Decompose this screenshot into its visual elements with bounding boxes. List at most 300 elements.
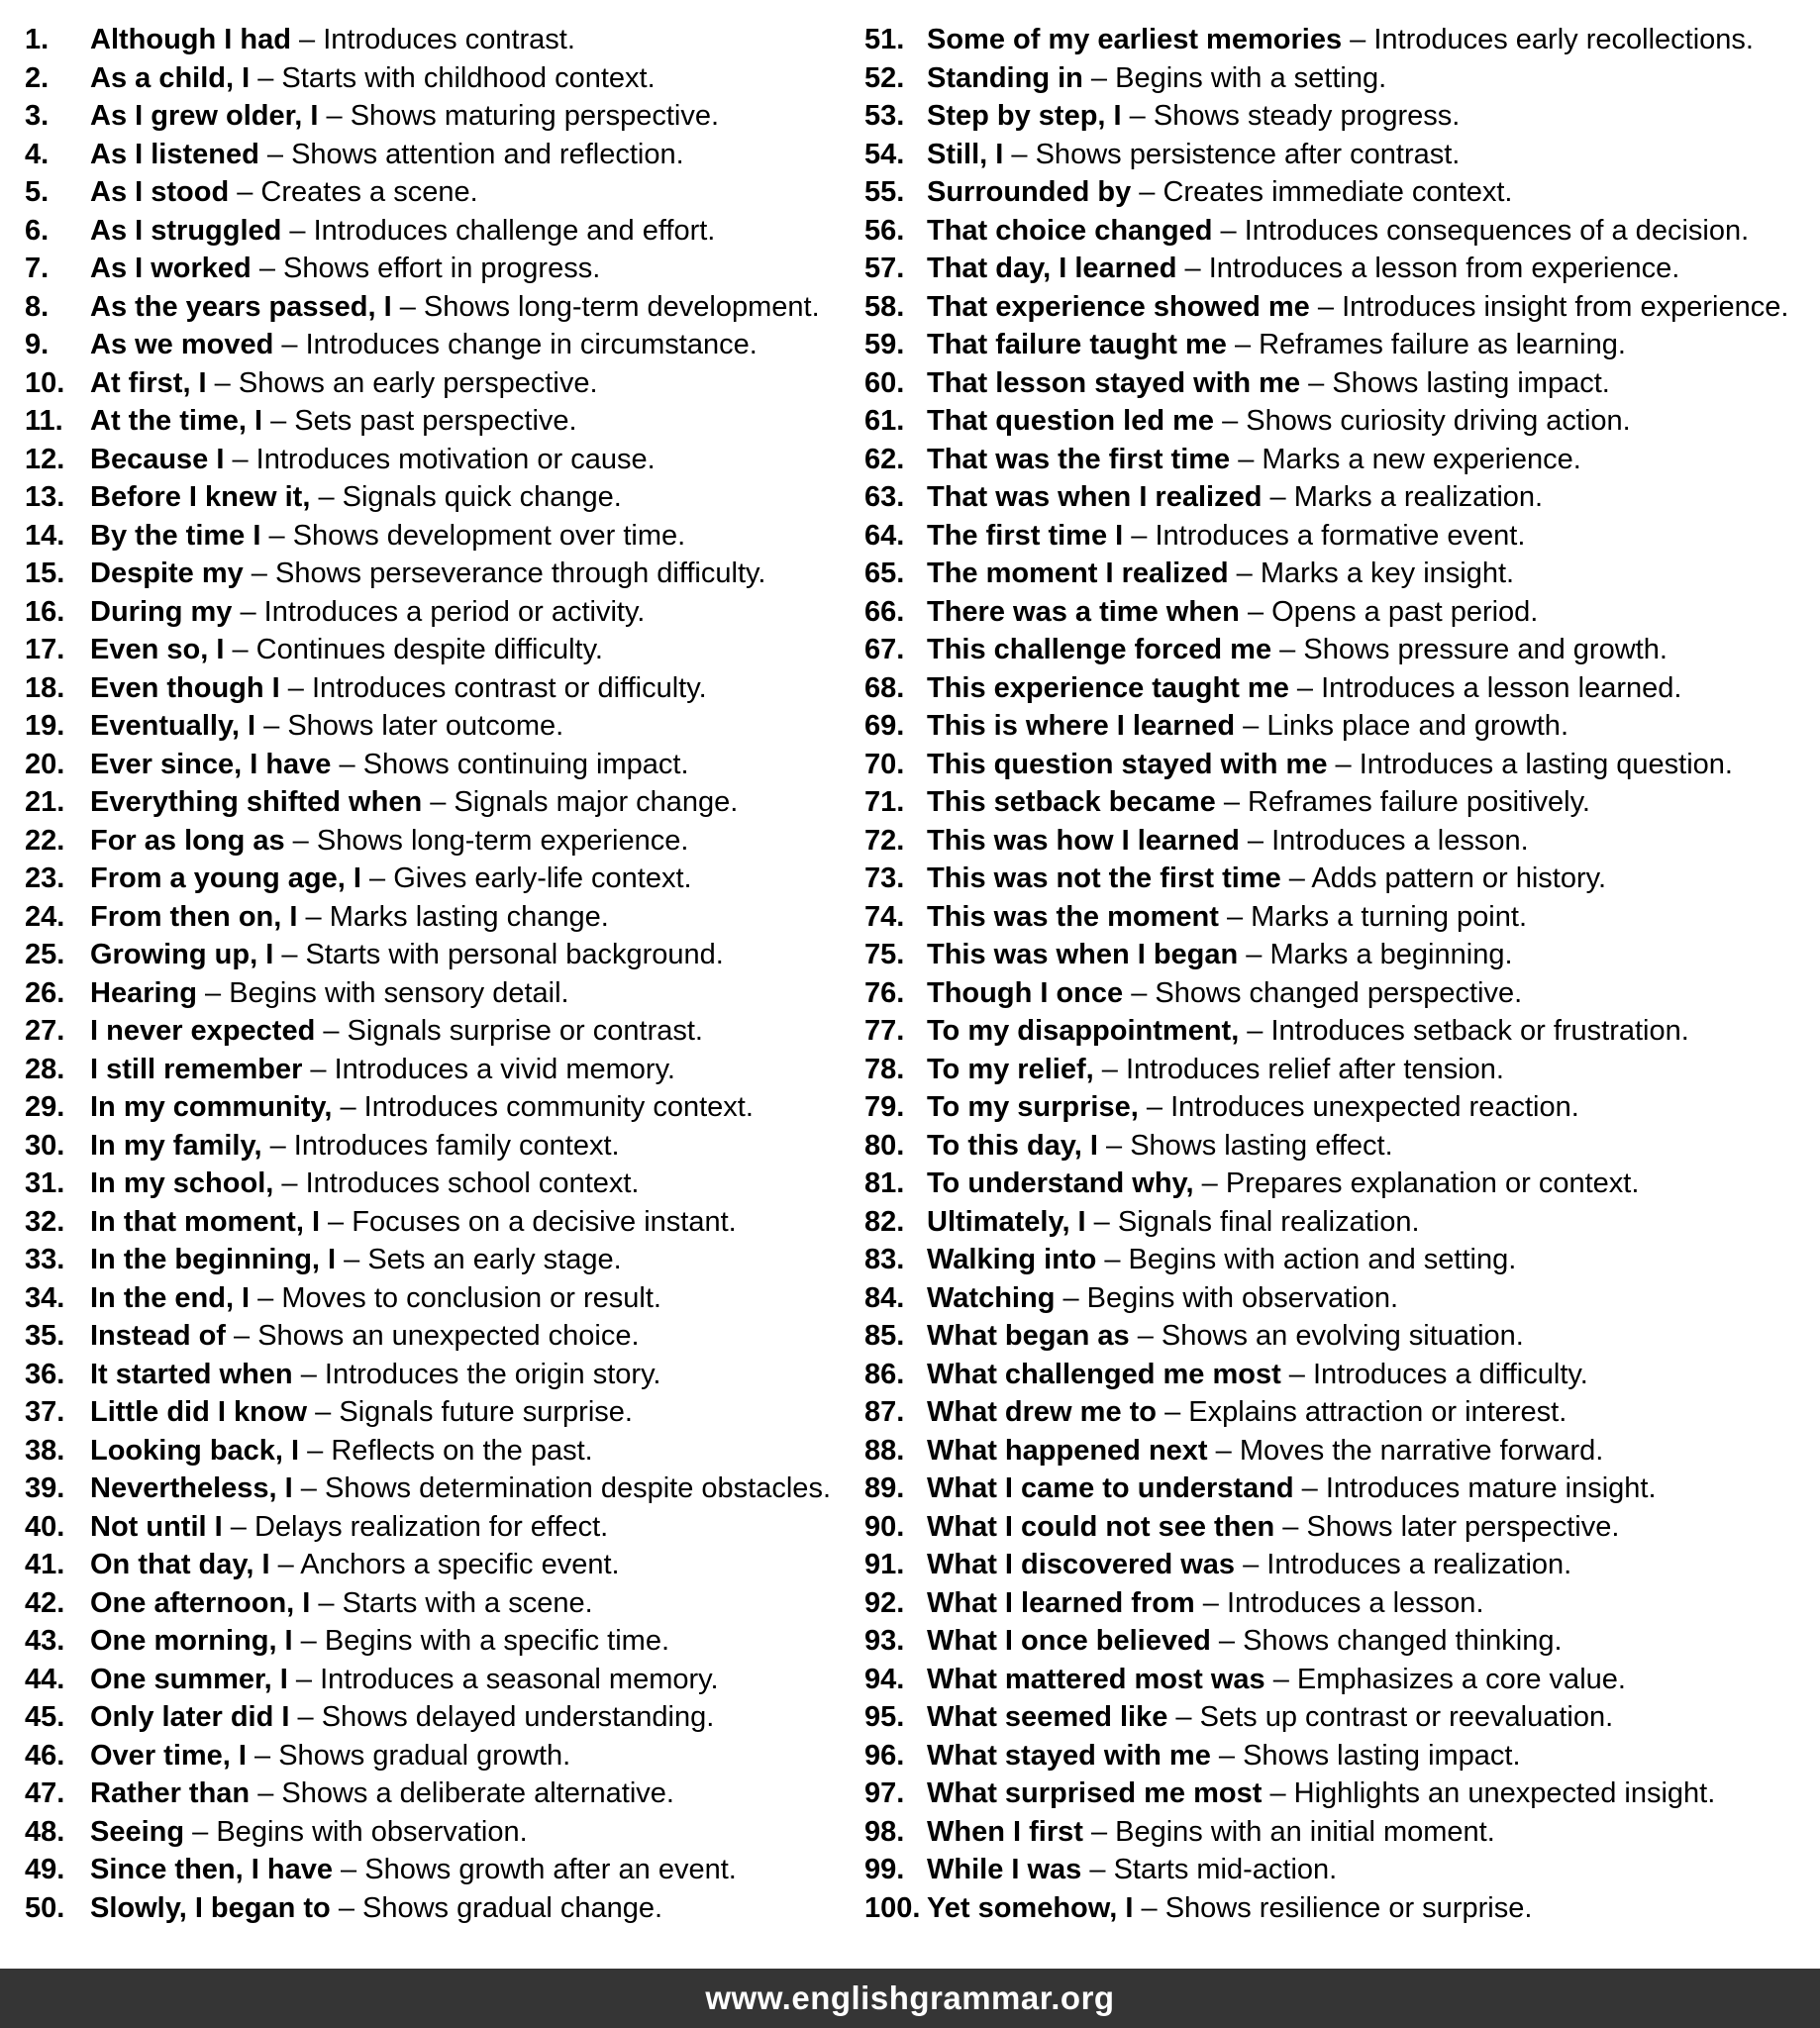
item-phrase: One afternoon, I xyxy=(90,1586,311,1619)
item-number: 32. xyxy=(25,1205,65,1238)
item-dash-separator: – xyxy=(250,1777,282,1809)
item-description: Marks a new experience. xyxy=(1262,443,1581,475)
item-phrase: This experience taught me xyxy=(927,671,1289,704)
list-item xyxy=(25,1279,864,1318)
item-description: Shows an unexpected choice. xyxy=(257,1320,640,1352)
item-phrase: Ever since, I have xyxy=(90,748,332,780)
item-number: 47. xyxy=(25,1777,65,1809)
item-text xyxy=(90,1088,754,1127)
list-item xyxy=(25,1508,864,1547)
item-description: Marks a turning point. xyxy=(1251,900,1527,933)
list-item xyxy=(864,212,1814,251)
item-text xyxy=(927,707,1568,746)
item-number: 9. xyxy=(25,329,50,360)
item-number: 37. xyxy=(25,1396,65,1428)
item-phrase: As I struggled xyxy=(90,214,282,247)
item-text xyxy=(927,1393,1567,1432)
item-description: Introduces change in circumstance. xyxy=(305,329,758,360)
item-phrase: Although I had xyxy=(90,24,291,55)
item-text xyxy=(90,974,569,1013)
list-item xyxy=(864,631,1814,669)
item-dash-separator: – xyxy=(332,1854,365,1885)
item-dash-separator: – xyxy=(1228,558,1261,589)
item-description: Shows development over time. xyxy=(292,519,686,552)
item-description: Moves to conclusion or result. xyxy=(281,1281,661,1314)
footer-url: www.englishgrammar.org xyxy=(705,1979,1115,2016)
item-description: Introduces a period or activity. xyxy=(263,595,646,628)
list-item xyxy=(25,1470,864,1508)
item-text xyxy=(927,669,1681,708)
item-number: 81. xyxy=(864,1167,905,1199)
item-phrase: One morning, I xyxy=(90,1625,293,1657)
item-description: Shows an evolving situation. xyxy=(1161,1320,1524,1352)
item-text xyxy=(927,402,1631,441)
item-text xyxy=(90,59,656,98)
item-number: 95. xyxy=(864,1701,905,1733)
item-number: 59. xyxy=(864,329,905,360)
item-description: Shows gradual growth. xyxy=(278,1739,571,1772)
list-item xyxy=(25,1203,864,1242)
item-dash-separator: – xyxy=(1129,1320,1162,1352)
item-dash-separator: – xyxy=(1123,519,1156,552)
item-text xyxy=(90,212,715,251)
item-description: Shows changed perspective. xyxy=(1155,976,1523,1009)
list-item xyxy=(864,136,1814,174)
item-phrase: To my surprise, xyxy=(927,1091,1139,1123)
item-dash-separator: – xyxy=(1300,366,1333,399)
item-text xyxy=(927,631,1668,669)
item-phrase: Growing up, I xyxy=(90,939,274,970)
item-number: 53. xyxy=(864,100,905,132)
item-number: 69. xyxy=(864,710,905,742)
item-description: Introduces insight from experience. xyxy=(1342,290,1789,323)
item-phrase: As a child, I xyxy=(90,61,251,94)
list-item xyxy=(25,250,864,288)
item-description: Marks lasting change. xyxy=(329,900,609,933)
item-description: Sets an early stage. xyxy=(367,1244,622,1275)
item-phrase: In my school, xyxy=(90,1167,274,1199)
list-item xyxy=(25,1813,864,1852)
item-description: Explains attraction or interest. xyxy=(1188,1396,1567,1428)
item-number: 3. xyxy=(25,100,50,132)
item-number: 46. xyxy=(25,1739,65,1772)
list-item xyxy=(864,1012,1814,1051)
item-phrase: Everything shifted when xyxy=(90,786,423,818)
item-text xyxy=(927,1813,1495,1852)
item-phrase: To understand why, xyxy=(927,1167,1194,1199)
item-description: Sets up contrast or reevaluation. xyxy=(1199,1701,1614,1733)
item-phrase: While I was xyxy=(927,1854,1082,1885)
list-item xyxy=(864,1241,1814,1279)
item-dash-separator: – xyxy=(422,786,455,818)
item-text xyxy=(927,1317,1524,1356)
item-dash-separator: – xyxy=(1271,634,1304,665)
item-dash-separator: – xyxy=(279,671,312,704)
item-description: Introduces mature insight. xyxy=(1325,1472,1657,1504)
footer-bar xyxy=(0,1969,1820,2028)
item-description: Introduces family context. xyxy=(293,1129,620,1162)
item-number: 65. xyxy=(864,558,905,589)
item-dash-separator: – xyxy=(1096,1244,1129,1275)
item-description: Shows lasting impact. xyxy=(1243,1739,1521,1772)
item-description: Introduces a seasonal memory. xyxy=(320,1663,719,1695)
item-number: 54. xyxy=(864,138,905,170)
item-text xyxy=(90,1241,622,1279)
item-phrase: One summer, I xyxy=(90,1663,288,1695)
item-description: Introduces a lesson from experience. xyxy=(1208,253,1680,284)
item-phrase: Yet somehow, I xyxy=(927,1891,1134,1924)
item-description: Shows long-term development. xyxy=(423,290,820,323)
item-dash-separator: – xyxy=(1138,1091,1171,1123)
item-text xyxy=(927,1051,1504,1089)
item-description: Marks a key insight. xyxy=(1260,558,1515,589)
item-number: 16. xyxy=(25,595,65,628)
list-item xyxy=(25,402,864,441)
item-number: 8. xyxy=(25,290,50,323)
item-text xyxy=(90,669,707,708)
list-item xyxy=(864,1393,1814,1432)
list-item xyxy=(25,364,864,403)
list-item xyxy=(25,746,864,784)
list-item xyxy=(864,822,1814,861)
item-description: Shows perseverance through difficulty. xyxy=(274,558,766,589)
item-dash-separator: – xyxy=(307,1396,340,1428)
item-dash-separator: – xyxy=(1055,1281,1087,1314)
item-phrase: Surrounded by xyxy=(927,176,1132,208)
item-number: 5. xyxy=(25,176,50,208)
item-number: 99. xyxy=(864,1854,905,1885)
item-text xyxy=(927,1622,1563,1661)
list-column-left xyxy=(25,21,864,1927)
item-phrase: What challenged me most xyxy=(927,1358,1281,1390)
item-description: Begins with a specific time. xyxy=(324,1625,670,1657)
item-text xyxy=(90,1279,661,1318)
item-description: Introduces motivation or cause. xyxy=(255,443,656,475)
item-phrase: What drew me to xyxy=(927,1396,1158,1428)
item-number: 97. xyxy=(864,1777,905,1809)
item-number: 82. xyxy=(864,1205,905,1238)
item-text xyxy=(90,326,758,364)
item-text xyxy=(90,97,719,136)
item-dash-separator: – xyxy=(310,1586,343,1619)
item-dash-separator: – xyxy=(302,1053,335,1085)
item-description: Introduces relief after tension. xyxy=(1125,1053,1504,1085)
item-dash-separator: – xyxy=(273,329,306,360)
item-phrase: As I stood xyxy=(90,176,230,208)
item-number: 4. xyxy=(25,138,50,170)
item-description: Signals quick change. xyxy=(342,481,622,513)
list-item xyxy=(864,974,1814,1013)
item-number: 56. xyxy=(864,214,905,247)
item-description: Begins with sensory detail. xyxy=(229,976,569,1009)
list-item xyxy=(25,1661,864,1699)
item-dash-separator: – xyxy=(261,1129,294,1162)
item-text xyxy=(90,21,575,59)
item-phrase: The moment I realized xyxy=(927,558,1229,589)
item-dash-separator: – xyxy=(284,824,317,857)
item-number: 67. xyxy=(864,634,905,665)
item-phrase: Slowly, I began to xyxy=(90,1891,331,1924)
item-dash-separator: – xyxy=(246,1739,279,1772)
list-item xyxy=(864,1088,1814,1127)
item-dash-separator: – xyxy=(262,405,295,437)
item-number: 74. xyxy=(864,900,905,933)
item-dash-separator: – xyxy=(184,1815,217,1848)
list-item xyxy=(25,1393,864,1432)
list-item xyxy=(25,1851,864,1889)
item-dash-separator: – xyxy=(243,558,275,589)
list-item xyxy=(25,1012,864,1051)
item-description: Signals future surprise. xyxy=(339,1396,633,1428)
item-phrase: To this day, I xyxy=(927,1129,1098,1162)
item-number: 51. xyxy=(864,24,905,55)
list-item xyxy=(864,555,1814,593)
item-description: Sets past perspective. xyxy=(294,405,577,437)
list-item xyxy=(25,1127,864,1166)
item-description: Shows an early perspective. xyxy=(238,366,598,399)
item-dash-separator: – xyxy=(1212,214,1245,247)
item-phrase: It started when xyxy=(90,1358,293,1390)
item-phrase: As I grew older, I xyxy=(90,100,319,132)
item-text xyxy=(927,822,1529,861)
item-phrase: What happened next xyxy=(927,1434,1208,1467)
list-item xyxy=(864,173,1814,212)
item-phrase: Even though I xyxy=(90,671,280,704)
item-dash-separator: – xyxy=(1293,1472,1326,1504)
list-item xyxy=(864,1737,1814,1775)
item-dash-separator: – xyxy=(1239,595,1272,628)
item-phrase: In my family, xyxy=(90,1129,262,1162)
item-phrase: What seemed like xyxy=(927,1701,1168,1733)
list-item xyxy=(25,860,864,898)
item-description: Prepares explanation or context. xyxy=(1225,1167,1640,1199)
item-text xyxy=(927,593,1538,632)
item-phrase: Because I xyxy=(90,443,225,475)
item-phrase: Standing in xyxy=(927,61,1083,94)
item-number: 38. xyxy=(25,1434,65,1467)
item-description: Introduces setback or frustration. xyxy=(1270,1015,1689,1047)
item-description: Introduces a realization. xyxy=(1266,1549,1572,1580)
item-dash-separator: – xyxy=(1264,1663,1297,1695)
item-phrase: That experience showed me xyxy=(927,290,1310,323)
list-item xyxy=(864,1279,1814,1318)
item-text xyxy=(90,441,656,479)
item-phrase: To my relief, xyxy=(927,1053,1094,1085)
list-item xyxy=(864,1127,1814,1166)
list-item xyxy=(864,21,1814,59)
list-item xyxy=(864,1165,1814,1203)
item-description: Links place and growth. xyxy=(1266,710,1568,742)
item-description: Shows delayed understanding. xyxy=(321,1701,715,1733)
item-phrase: What surprised me most xyxy=(927,1777,1263,1809)
item-description: Creates a scene. xyxy=(260,176,478,208)
item-phrase: That was the first time xyxy=(927,443,1231,475)
item-text xyxy=(927,898,1527,937)
item-description: Highlights an unexpected insight. xyxy=(1293,1777,1716,1809)
item-text xyxy=(90,1889,662,1928)
item-description: Introduces a lesson learned. xyxy=(1321,671,1682,704)
list-item xyxy=(864,1508,1814,1547)
item-dash-separator: – xyxy=(273,939,306,970)
item-number: 19. xyxy=(25,710,65,742)
item-text xyxy=(90,517,685,556)
list-item xyxy=(25,517,864,556)
item-dash-separator: – xyxy=(1176,253,1209,284)
item-dash-separator: – xyxy=(224,443,256,475)
list-item xyxy=(864,936,1814,974)
item-text xyxy=(927,783,1590,822)
list-item xyxy=(864,707,1814,746)
item-phrase: This challenge forced me xyxy=(927,634,1272,665)
item-phrase: Looking back, I xyxy=(90,1434,300,1467)
item-number: 52. xyxy=(864,61,905,94)
item-description: Shows continuing impact. xyxy=(362,748,689,780)
item-number: 60. xyxy=(864,366,905,399)
item-dash-separator: – xyxy=(292,1358,325,1390)
item-dash-separator: – xyxy=(251,253,284,284)
item-number: 79. xyxy=(864,1091,905,1123)
item-text xyxy=(90,1165,640,1203)
item-description: Shows gradual change. xyxy=(362,1891,663,1924)
item-description: Begins with a setting. xyxy=(1115,61,1387,94)
item-description: Moves the narrative forward. xyxy=(1239,1434,1604,1467)
item-number: 15. xyxy=(25,558,65,589)
item-text xyxy=(90,1508,608,1547)
item-number: 63. xyxy=(864,481,905,513)
item-dash-separator: – xyxy=(336,1244,368,1275)
list-item xyxy=(25,173,864,212)
list-item xyxy=(864,402,1814,441)
item-text xyxy=(90,1546,620,1584)
item-text xyxy=(90,478,622,517)
item-number: 86. xyxy=(864,1358,905,1390)
list-item xyxy=(864,59,1814,98)
item-phrase: What stayed with me xyxy=(927,1739,1211,1772)
item-description: Shows lasting impact. xyxy=(1332,366,1610,399)
item-number: 44. xyxy=(25,1663,65,1695)
item-description: Starts mid-action. xyxy=(1113,1854,1338,1885)
item-text xyxy=(927,974,1522,1013)
item-number: 40. xyxy=(25,1510,65,1543)
item-text xyxy=(90,783,738,822)
item-text xyxy=(927,555,1514,593)
item-phrase: Eventually, I xyxy=(90,710,256,742)
item-description: Shows pressure and growth. xyxy=(1303,634,1668,665)
item-text xyxy=(927,173,1512,212)
item-phrase: As the years passed, I xyxy=(90,290,392,323)
item-phrase: Some of my earliest memories xyxy=(927,24,1343,55)
item-dash-separator: – xyxy=(1121,100,1154,132)
item-text xyxy=(927,1737,1521,1775)
item-number: 83. xyxy=(864,1244,905,1275)
list-item xyxy=(864,1622,1814,1661)
list-item xyxy=(25,478,864,517)
item-dash-separator: – xyxy=(1097,1129,1131,1162)
item-number: 41. xyxy=(25,1549,65,1580)
item-dash-separator: – xyxy=(225,1320,258,1352)
item-description: Shows attention and reflection. xyxy=(291,138,684,170)
item-description: Opens a past period. xyxy=(1271,595,1539,628)
list-item xyxy=(25,631,864,669)
item-number: 66. xyxy=(864,595,905,628)
item-phrase: I never expected xyxy=(90,1015,316,1047)
item-phrase: What I once believed xyxy=(927,1625,1211,1657)
list-item xyxy=(25,1737,864,1775)
item-number: 30. xyxy=(25,1129,65,1162)
list-item xyxy=(864,1698,1814,1737)
item-description: Continues despite difficulty. xyxy=(255,634,603,665)
item-phrase: Though I once xyxy=(927,976,1124,1009)
item-number: 2. xyxy=(25,61,50,94)
item-dash-separator: – xyxy=(250,1281,282,1314)
list-item xyxy=(25,97,864,136)
item-text xyxy=(90,1851,737,1889)
item-description: Introduces a vivid memory. xyxy=(334,1053,675,1085)
item-phrase: As I listened xyxy=(90,138,259,170)
item-text xyxy=(90,822,688,861)
list-item xyxy=(25,136,864,174)
item-phrase: Not until I xyxy=(90,1510,223,1543)
item-dash-separator: – xyxy=(287,1663,321,1695)
item-number: 76. xyxy=(864,976,905,1009)
item-number: 23. xyxy=(25,862,65,894)
item-text xyxy=(927,1546,1571,1584)
item-text xyxy=(927,1698,1613,1737)
list-item xyxy=(25,1698,864,1737)
list-item xyxy=(25,1774,864,1813)
item-dash-separator: – xyxy=(290,24,324,55)
item-number: 89. xyxy=(864,1472,905,1504)
item-description: Adds pattern or history. xyxy=(1311,862,1607,894)
list-item xyxy=(25,1622,864,1661)
list-item xyxy=(25,822,864,861)
item-dash-separator: – xyxy=(224,634,256,665)
item-text xyxy=(927,288,1788,327)
item-dash-separator: – xyxy=(206,366,239,399)
item-dash-separator: – xyxy=(229,176,261,208)
item-dash-separator: – xyxy=(1003,138,1036,170)
list-column-right xyxy=(864,21,1814,1927)
list-item xyxy=(864,326,1814,364)
item-phrase: Watching xyxy=(927,1281,1056,1314)
item-dash-separator: – xyxy=(1239,1015,1271,1047)
item-number: 57. xyxy=(864,253,905,284)
item-description: Anchors a specific event. xyxy=(300,1549,620,1580)
item-number: 7. xyxy=(25,253,50,284)
item-text xyxy=(90,173,478,212)
item-number: 11. xyxy=(25,405,63,437)
item-dash-separator: – xyxy=(1167,1701,1200,1733)
item-number: 12. xyxy=(25,443,65,475)
item-phrase: In the end, I xyxy=(90,1281,251,1314)
item-text xyxy=(927,1508,1619,1547)
list-item xyxy=(25,669,864,708)
item-text xyxy=(90,1584,593,1623)
item-description: Introduces unexpected reaction. xyxy=(1170,1091,1579,1123)
list-item xyxy=(864,1584,1814,1623)
item-dash-separator: – xyxy=(1230,443,1263,475)
item-phrase: For as long as xyxy=(90,824,285,857)
list-item xyxy=(25,1889,864,1928)
item-number: 1. xyxy=(25,24,50,55)
item-dash-separator: – xyxy=(1235,710,1267,742)
list-item xyxy=(25,212,864,251)
item-dash-separator: – xyxy=(222,1510,254,1543)
item-description: Signals major change. xyxy=(454,786,739,818)
item-dash-separator: – xyxy=(1288,671,1322,704)
item-text xyxy=(927,1851,1337,1889)
item-dash-separator: – xyxy=(1207,1434,1240,1467)
